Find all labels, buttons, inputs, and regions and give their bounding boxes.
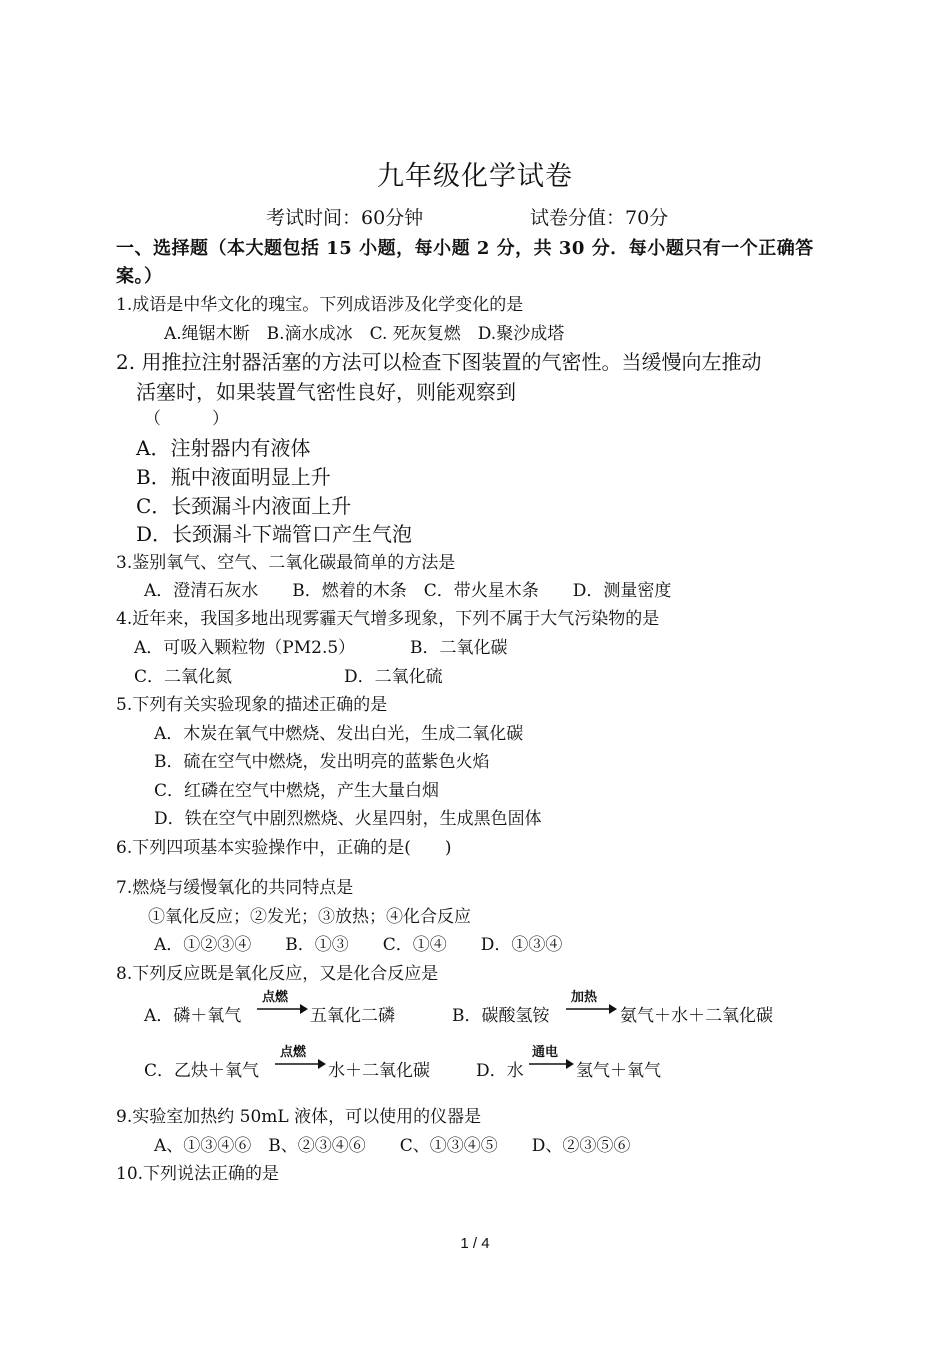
question-8-option-b-products: 氨气＋水＋二氧化碳 <box>620 1006 773 1026</box>
question-2-option-d: D．长颈漏斗下端管口产生气泡 <box>136 522 413 546</box>
question-1-stem: 1.成语是中华文化的瑰宝。下列成语涉及化学变化的是 <box>116 295 524 315</box>
question-4-option-c: C．二氧化氮 <box>134 667 233 687</box>
question-7-options: A．①②③④ B．①③ C．①④ D．①③④ <box>154 935 563 955</box>
question-8-stem: 8.下列反应既是氧化反应，又是化合反应是 <box>116 964 439 984</box>
exam-score: 试卷分值：70分 <box>530 207 669 229</box>
question-9-options: A、①③④⑥ B、②③④⑥ C、①③④⑤ D、②③⑤⑥ <box>154 1136 631 1156</box>
page-title: 九年级化学试卷 <box>377 161 573 192</box>
question-5-option-a: A．木炭在氧气中燃烧、发出白光，生成二氧化碳 <box>154 724 524 744</box>
arrow-icon <box>256 986 308 1016</box>
question-7-items: ①氧化反应；②发光；③放热；④化合反应 <box>148 907 471 927</box>
question-2-answer-paren: （ ） <box>144 409 229 429</box>
question-5-stem: 5.下列有关实验现象的描述正确的是 <box>116 695 388 715</box>
question-8-option-c-reactants: C．乙炔＋氧气 <box>144 1061 260 1081</box>
reaction-condition: 加热 <box>571 990 598 1005</box>
question-8-option-d-products: 氢气＋氧气 <box>576 1061 661 1081</box>
question-2-stem-cont: 活塞时，如果装置气密性良好，则能观察到 <box>136 380 516 404</box>
reaction-arrow <box>274 1041 326 1071</box>
question-2-stem: 2. 用推拉注射器活塞的方法可以检查下图装置的气密性。当缓慢向左推动 <box>116 350 762 374</box>
question-8-option-b-reactants: B．碳酸氢铵 <box>452 1006 550 1026</box>
section-heading: 一、选择题（本大题包括 15 小题，每小题 2 分，共 30 分．每小题只有一个正确答 <box>116 238 814 259</box>
question-8-option-a-products: 五氧化二磷 <box>310 1006 395 1026</box>
question-4-stem: 4.近年来，我国多地出现雾霾天气增多现象，下列不属于大气污染物的是 <box>116 609 660 629</box>
question-5-option-b: B．硫在空气中燃烧，发出明亮的蓝紫色火焰 <box>154 752 490 772</box>
reaction-condition: 通电 <box>532 1045 559 1060</box>
question-4-option-b: B．二氧化碳 <box>410 638 508 658</box>
arrow-icon <box>528 1041 574 1071</box>
reaction-condition: 点燃 <box>280 1045 307 1060</box>
question-8-option-d-reactants: D．水 <box>476 1061 524 1081</box>
question-2-option-b: B．瓶中液面明显上升 <box>136 465 331 489</box>
question-10-stem: 10.下列说法正确的是 <box>116 1164 280 1184</box>
question-4-option-a: A．可吸入颗粒物（PM2.5） <box>134 638 356 658</box>
question-7-stem: 7.燃烧与缓慢氧化的共同特点是 <box>116 878 354 898</box>
question-8-option-c-products: 水＋二氧化碳 <box>328 1061 430 1081</box>
question-8-option-a-reactants: A．磷＋氧气 <box>144 1006 242 1026</box>
question-9-stem: 9.实验室加热约 50mL 液体，可以使用的仪器是 <box>116 1107 482 1127</box>
page-number: 1 / 4 <box>460 1235 490 1252</box>
question-5-option-d: D．铁在空气中剧烈燃烧、火星四射，生成黑色固体 <box>154 809 542 829</box>
question-3-options: A．澄清石灰水 B．燃着的木条 C．带火星木条 D．测量密度 <box>144 581 672 601</box>
reaction-arrow <box>528 1041 574 1071</box>
reaction-arrow <box>256 986 308 1016</box>
question-5-option-c: C．红磷在空气中燃烧，产生大量白烟 <box>154 781 440 801</box>
reaction-arrow <box>565 986 617 1016</box>
question-6-stem: 6.下列四项基本实验操作中，正确的是( ) <box>116 838 452 858</box>
reaction-condition: 点燃 <box>262 990 289 1005</box>
exam-time: 考试时间：60分钟 <box>266 207 424 229</box>
question-4-option-d: D．二氧化硫 <box>344 667 443 687</box>
section-heading-cont: 案。） <box>116 266 163 287</box>
arrow-icon <box>565 986 617 1016</box>
question-2-option-a: A．注射器内有液体 <box>136 436 311 460</box>
question-1-options: A.绳锯木断 B.滴水成冰 C. 死灰复燃 D.聚沙成塔 <box>164 324 565 344</box>
question-2-option-c: C．长颈漏斗内液面上升 <box>136 494 352 518</box>
question-3-stem: 3.鉴别氧气、空气、二氧化碳最简单的方法是 <box>116 553 456 573</box>
arrow-icon <box>274 1041 326 1071</box>
